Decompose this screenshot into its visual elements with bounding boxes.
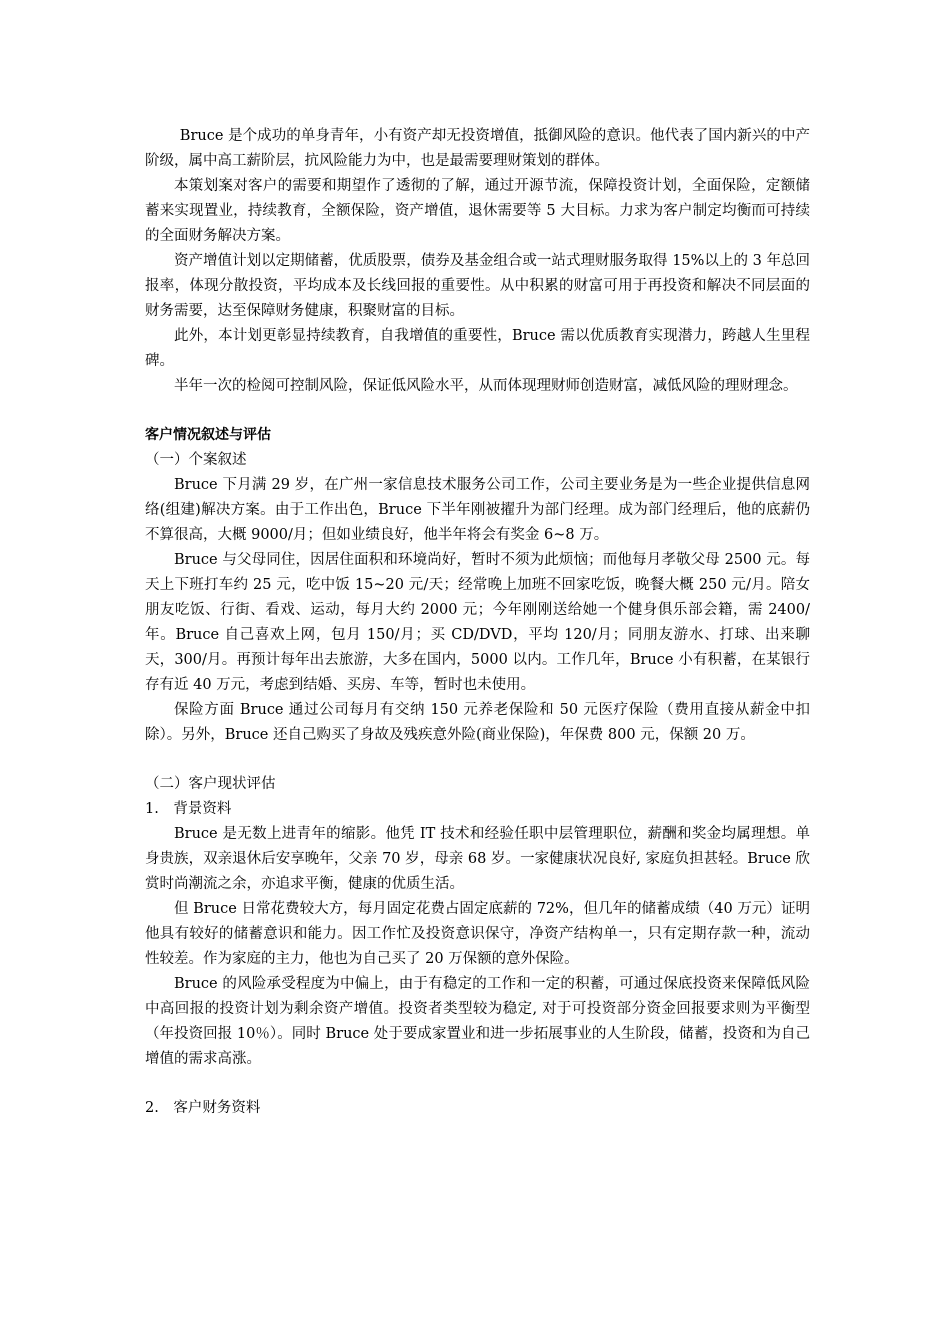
subsection-heading-1: （一）个案叙述 (145, 452, 247, 468)
spacer (145, 1072, 810, 1096)
intro-paragraph-5: 半年一次的检阅可控制风险，保证低风险水平，从而体现理财师创造财富，减低风险的理财理念。 (174, 378, 798, 394)
numbered-item-2: 2. 客户财务资料 (145, 1100, 261, 1116)
case-paragraph-2: Bruce 与父母同住，因居住面积和环境尚好，暂时不须为此烦恼；而他每月孝敬父母 2500 元。每天上下班打车约 25 元，吃中饭 15~20 元/天；经常晚上加班不回家吃饭，晚餐大概 250 元/月。陪女朋友吃饭、行街、看戏、运动，每月大约 2000 元；今年刚刚送给她一个健身俱乐部会籍，需 2400/年。Bruce 自己喜欢上网，包月 150/月；买 CD/DVD，平均 120/月；同朋友游水、打球、出来聊天，300/月。再预计每年出去旅游，大多在国内，5000 以内。工作几年，Bruce 小有积蓄，在某银行存有近 40 万元，考虑到结婚、买房、车等，暂时也未使用。 (145, 552, 810, 693)
intro-paragraph-2: 本策划案对客户的需要和期望作了透彻的了解，通过开源节流，保障投资计划，全面保险，定额储蓄来实现置业，持续教育，全额保险，资产增值，退休需要等 5 大目标。力求为客户制定均衡而可持续的全面财务解决方案。 (145, 178, 810, 244)
assessment-paragraph-2: 但 Bruce 日常花费较大方，每月固定花费占固定底薪的 72%，但几年的储蓄成绩（40 万元）证明他具有较好的储蓄意识和能力。因工作忙及投资意识保守，净资产结构单一，只有定期存款一种，流动性较差。作为家庭的主力，他也为自己买了 20 万保额的意外保险。 (145, 901, 810, 967)
numbered-item-1: 1. 背景资料 (145, 801, 232, 817)
case-paragraph-3: 保险方面 Bruce 通过公司每月有交纳 150 元养老保险和 50 元医疗保险（费用直接从薪金中扣除）。另外，Bruce 还自己购买了身故及残疾意外险(商业保险)，年保费 800 元，保额 20 万。 (145, 702, 810, 743)
subsection-heading-2: （二）客户现状评估 (145, 776, 276, 792)
intro-paragraph-4: 此外，本计划更彰显持续教育，自我增值的重要性，Bruce 需以优质教育实现潜力，跨越人生里程碑。 (145, 328, 810, 369)
assessment-paragraph-3: Bruce 的风险承受程度为中偏上，由于有稳定的工作和一定的积蓄，可通过保底投资来保障低风险中高回报的投资计划为剩余资产增值。投资者类型较为稳定, 对于可投资部分资金回报要求则为平衡型（年投资回报 10％）。同时 Bruce 处于要成家置业和进一步拓展事业的人生阶段，储蓄，投资和为自己增值的需求高涨。 (145, 976, 810, 1067)
document-page (145, 124, 810, 1121)
intro-paragraph-1: Bruce 是个成功的单身青年，小有资产却无投资增值，抵御风险的意识。他代表了国内新兴的中产阶级，属中高工薪阶层，抗风险能力为中，也是最需要理财策划的群体。 (145, 128, 810, 169)
assessment-paragraph-1: Bruce 是无数上进青年的缩影。他凭 IT 技术和经验任职中层管理职位，薪酬和奖金均属理想。单身贵族，双亲退休后安享晚年，父亲 70 岁，母亲 68 岁。一家健康状况良好, 家庭负担甚轻。Bruce 欣赏时尚潮流之余，亦追求平衡，健康的优质生活。 (145, 826, 810, 892)
case-paragraph-1: Bruce 下月满 29 岁，在广州一家信息技术服务公司工作，公司主要业务是为一些企业提供信息网络(组建)解决方案。由于工作出色，Bruce 下半年刚被擢升为部门经理。成为部门经理后，他的底薪仍不算很高，大概 9000/月；但如业绩良好，他半年将会有奖金 6~8 万。 (145, 477, 810, 543)
section-heading: 客户情况叙述与评估 (145, 427, 271, 443)
intro-paragraph-3: 资产增值计划以定期储蓄，优质股票，债券及基金组合或一站式理财服务取得 15%以上的 3 年总回报率，体现分散投资，平均成本及长线回报的重要性。从中积累的财富可用于再投资和解决不同层面的财务需要，达至保障财务健康，积聚财富的目标。 (145, 253, 810, 319)
spacer (145, 748, 810, 772)
spacer (145, 399, 810, 423)
